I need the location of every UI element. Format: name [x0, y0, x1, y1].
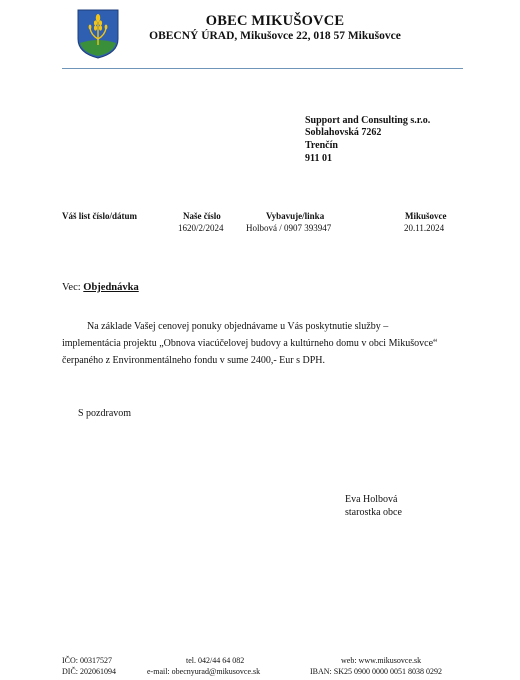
office-address: OBECNÝ ÚRAD, Mikušovce 22, 018 57 Mikušovce — [149, 30, 401, 42]
footer-phone: tel. 042/44 64 082 — [186, 656, 245, 665]
date-value: 20.11.2024 — [404, 223, 445, 233]
recipient-zip: 911 01 — [305, 153, 332, 164]
recipient-company: Support and Consulting s.r.o. — [305, 115, 431, 126]
closing-text: S pozdravom — [78, 408, 132, 419]
handled-by-label: Vybavuje/linka — [266, 211, 325, 221]
signature-name: Eva Holbová — [345, 494, 398, 505]
subject-title: Objednávka — [83, 282, 139, 293]
body-line-2: implementácia projektu „Obnova viacúčelovej budovy a kultúrneho domu v obci Mikušovce“ — [62, 338, 438, 349]
place-label: Mikušovce — [405, 211, 447, 221]
your-letter-label: Váš list číslo/dátum — [62, 211, 138, 221]
our-number-value: 1620/2/2024 — [178, 223, 224, 233]
footer-dic: DIČ: 202061094 — [62, 667, 116, 676]
signature-role: starostka obce — [345, 507, 402, 518]
body-line-1: Na základe Vašej cenovej ponuky objednávame u Vás poskytnutie služby – — [87, 321, 389, 332]
recipient-city: Trenčín — [305, 140, 338, 151]
footer-iban: IBAN: SK25 0900 0000 0051 8038 0292 — [310, 667, 443, 676]
municipality-name: OBEC MIKUŠOVCE — [205, 13, 345, 29]
handled-by-value: Holbová / 0907 393947 — [246, 223, 332, 233]
header-divider — [62, 68, 463, 69]
our-number-label: Naše číslo — [183, 211, 221, 221]
subject-line — [62, 282, 139, 293]
body-line-3: čerpaného z Environmentálneho fondu v sume 2400,- Eur s DPH. — [62, 355, 325, 366]
footer-ico: IČO: 00317527 — [62, 656, 112, 665]
footer-email: e-mail: obecnyurad@mikusovce.sk — [147, 667, 261, 676]
footer-web: web: www.mikusovce.sk — [341, 656, 422, 665]
subject-prefix: Vec: — [62, 282, 81, 293]
recipient-street: Soblahovská 7262 — [305, 127, 382, 138]
